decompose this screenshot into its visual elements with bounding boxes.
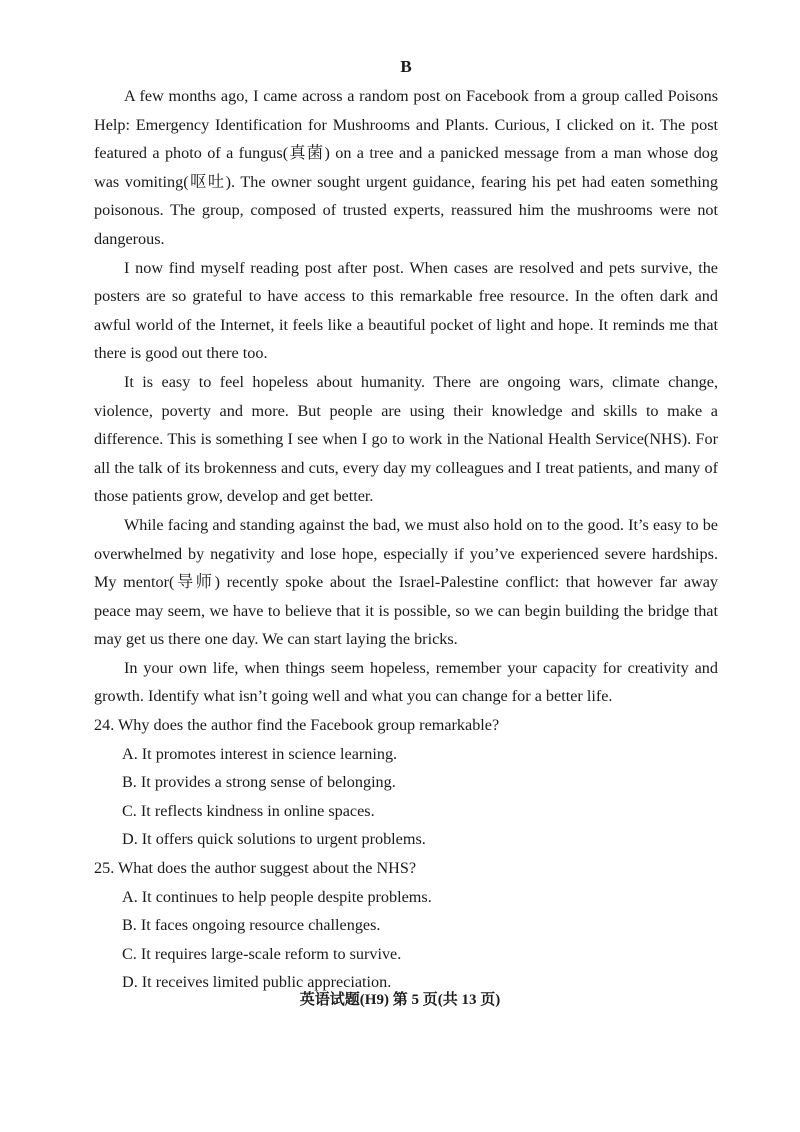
- section-title: B: [400, 57, 412, 76]
- passage-paragraph-4: While facing and standing against the bad, we must also hold on to the good. It’s easy to be overwhelmed by negativity and lose hope, especially if you’ve experienced severe hardships. My mentor(导师) recently spoke about the Israel-Palestine conflict: that however far away peace may seem, we have to believe that it is possible, so we can begin building the bridge that may get us there one day. We can start laying the bricks.: [94, 515, 718, 649]
- question-stem: 25. What does the author suggest about the NHS?: [94, 859, 417, 878]
- page-footer: 英语试题(H9) 第 5 页(共 13 页): [299, 992, 501, 1008]
- reading-passage: [94, 82, 718, 711]
- option-b: B. It provides a strong sense of belonging.: [122, 773, 396, 792]
- question-stem: 24. Why does the author find the Facebook group remarkable?: [94, 716, 500, 735]
- passage-paragraph-3: It is easy to feel hopeless about humanity. There are ongoing wars, climate change, violence, poverty and more. But people are using their knowledge and skills to make a difference. This is something I see when I go to work in the National Health Service(NHS). For all the talk of its brokenness and cuts, every day my colleagues and I treat patients, and many of those patients grow, develop and get better.: [94, 372, 718, 506]
- passage-paragraph-5: In your own life, when things seem hopeless, remember your capacity for creativity and growth. Identify what isn’t going well and what you can change for a better life.: [94, 658, 718, 706]
- option-c: C. It reflects kindness in online spaces.: [122, 801, 375, 820]
- option-d: D. It offers quick solutions to urgent problems.: [122, 830, 426, 849]
- option-a: A. It continues to help people despite problems.: [122, 887, 432, 906]
- question-24: [94, 711, 718, 854]
- passage-paragraph-2: I now find myself reading post after post. When cases are resolved and pets survive, the posters are so grateful to have access to this remarkable free resource. In the often dark and awful world of the Internet, it feels like a beautiful pocket of light and hope. It reminds me that there is good out there too.: [94, 258, 718, 363]
- passage-paragraph-1: A few months ago, I came across a random post on Facebook from a group called Poisons Help: Emergency Identification for Mushrooms and Plants. Curious, I clicked on it. The post featured a photo of a fungus(真菌) on a tree and a panicked message from a man whose dog was vomiting(呕吐). The owner sought urgent guidance, fearing his pet had eaten something poisonous. The group, composed of trusted experts, reassured him the mushrooms were not dangerous.: [94, 87, 718, 248]
- option-b: B. It faces ongoing resource challenges.: [122, 916, 381, 935]
- option-a: A. It promotes interest in science learning.: [122, 744, 398, 763]
- question-25: [94, 854, 718, 997]
- option-c: C. It requires large-scale reform to survive.: [122, 944, 402, 963]
- option-d: D. It receives limited public appreciation.: [122, 973, 392, 992]
